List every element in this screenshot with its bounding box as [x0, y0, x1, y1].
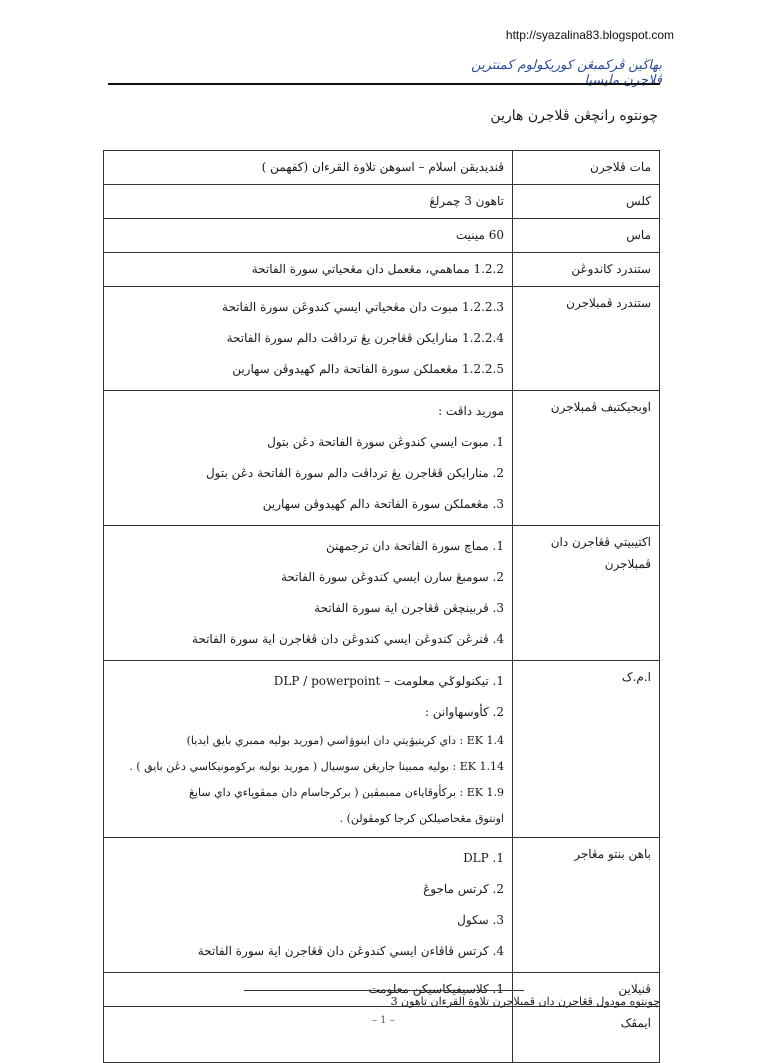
content-line: 3. ڤربينچڠن ڤڠاجرن اية سورة الفاتحة — [314, 601, 504, 615]
blog-url[interactable]: http://syazalina83.blogspot.com — [505, 28, 674, 42]
row-label: کلس — [626, 194, 651, 208]
row-label: ڤمبلاجرن — [604, 557, 651, 571]
row-label: ايمڤک — [620, 1016, 651, 1030]
content-line: 3. مڠعملکن سورة الفاتحة دالم کهيدوڤن سهارين — [262, 497, 504, 511]
row-content-cell — [104, 661, 513, 838]
row-label-cell — [513, 526, 660, 661]
row-label: اکتيبيتي ڤڠاجرن دان — [550, 535, 651, 549]
row-label: اوبجيکتيف ڤمبلاجرن — [550, 400, 651, 414]
document-title: چونتوه رانچڠن ڤلاجرن هارين — [490, 108, 658, 124]
content-line: تاهون 3 چمرلڠ — [429, 194, 504, 208]
content-line: اونتوق مڠحاصيلکن کرجا کومڤولن) . — [339, 812, 504, 825]
row-content-cell — [104, 391, 513, 526]
row-content-cell — [104, 838, 513, 973]
row-label-cell — [513, 185, 660, 219]
table-row — [104, 253, 660, 287]
content-line: 4. ڤنرڠن کندوڠن ايسي کندوڠن دان ڤڠاجرن اية سورة الفاتحة — [191, 632, 504, 646]
table-row — [104, 219, 660, 253]
content-line: 2. کأوسهاوانن : — [424, 705, 504, 719]
content-line: 1. کلاسيفيکاسيکن معلومت — [368, 982, 504, 996]
content-line: 4. کرتس ڤاڤاءن ايسي کندوڠن دان ڤڠاجرن اية سورة الفاتحة — [197, 944, 504, 958]
table-row — [104, 391, 660, 526]
content-line: موريد داڤت : — [438, 404, 504, 418]
table-row — [104, 526, 660, 661]
row-content-cell — [104, 219, 513, 253]
row-label-cell — [513, 151, 660, 185]
row-label: ا.م.ک — [621, 670, 651, 684]
row-content-cell — [104, 526, 513, 661]
row-label-cell — [513, 838, 660, 973]
row-label-cell — [513, 1007, 660, 1063]
footer-caption: چونتوه مودول ڤڠاجرن دان ڤمبلاجرن تلاوة القرءان تاهون 3 — [390, 995, 660, 1008]
row-label-cell — [513, 287, 660, 391]
table-row — [104, 185, 660, 219]
row-label: ڤنيلاين — [618, 982, 651, 996]
row-content-cell — [104, 1007, 513, 1063]
row-content-cell — [104, 185, 513, 219]
content-line: 1.2.2 مماهمي، مڠعمل دان مڠحياتي سورة الفاتحة — [251, 262, 504, 276]
row-label-cell — [513, 391, 660, 526]
content-line: 1.2.2.4 منارايکن ڤڠاجرن يڠ ترداڤت دالم سورة الفاتحة — [226, 331, 504, 345]
content-line: 1. مماچ سورة الفاتحة دان ترجمهنڽ — [326, 539, 504, 553]
row-label-cell — [513, 661, 660, 838]
content-line: EK 1.9 : برکأوڤاياءن ممبمڤين ( برکرجاسام دان ممڤوڽاءي داي سايڠ — [189, 786, 504, 799]
content-line: ڤنديديقن اسلام – اسوهن تلاوة القرءان (کفهمن ) — [261, 160, 504, 174]
row-content-cell — [104, 253, 513, 287]
content-line: EK 1.4 : داي کريتيۏيتي دان اينوۏاسي (موريد بوليه ممبري بايق ايديا) — [186, 734, 504, 747]
row-label: ماس — [626, 228, 651, 242]
content-line: 1.2.2.5 مڠعملکن سورة الفاتحة دالم کهيدوڤن سهارين — [232, 362, 504, 376]
content-line: 2. منارايکن ڤڠاجرن يڠ ترداڤت دالم سورة الفاتحة دڠن بتول — [205, 466, 504, 480]
content-line: 60 مينيت — [455, 228, 504, 242]
row-label-cell — [513, 219, 660, 253]
row-label-cell — [513, 253, 660, 287]
row-label: ستندرد کاندوڠن — [571, 262, 651, 276]
content-line: 2. سومبڠ سارن ايسي کندوڠن سورة الفاتحة — [280, 570, 504, 584]
table-row — [104, 661, 660, 838]
row-content-cell — [104, 287, 513, 391]
page-number: – 1 – — [372, 1015, 395, 1026]
content-line: EK 1.14 : بوليه ممبينا جاريڠن سوسيال ( موريد بوليه برکومونيکاسي دڠن بايق ) . — [129, 760, 504, 773]
row-label: ستندرد ڤمبلاجرن — [566, 296, 651, 310]
content-line: 2. کرتس ماجوڠ — [423, 882, 504, 896]
row-label: مات ڤلاجرن — [590, 160, 651, 174]
table-row — [104, 287, 660, 391]
table-row — [104, 151, 660, 185]
ministry-header: بهاڬين ڤرکمبڠن کوريکولوم کمنترين ڤلاجرن مليسيا — [471, 58, 662, 88]
content-line: 1. مبوت ايسي کندوڠن سورة الفاتحة دڠن بتول — [267, 435, 504, 449]
row-content-cell — [104, 151, 513, 185]
table-row — [104, 838, 660, 973]
header-divider — [108, 83, 660, 85]
row-label: باهن بنتو مڠاجر — [574, 847, 651, 861]
footer-divider — [244, 990, 524, 991]
content-line: 1.2.2.3 مبوت دان مڠحياتي ايسي کندوڠن سورة الفاتحة — [222, 300, 504, 314]
content-line: 3. سکول — [457, 913, 504, 927]
lesson-plan-table — [103, 150, 660, 1063]
content-line: 1. تيکنولوݢي معلومت – DLP / powerpoint — [273, 674, 504, 688]
content-line: DLP .1 — [463, 851, 504, 865]
